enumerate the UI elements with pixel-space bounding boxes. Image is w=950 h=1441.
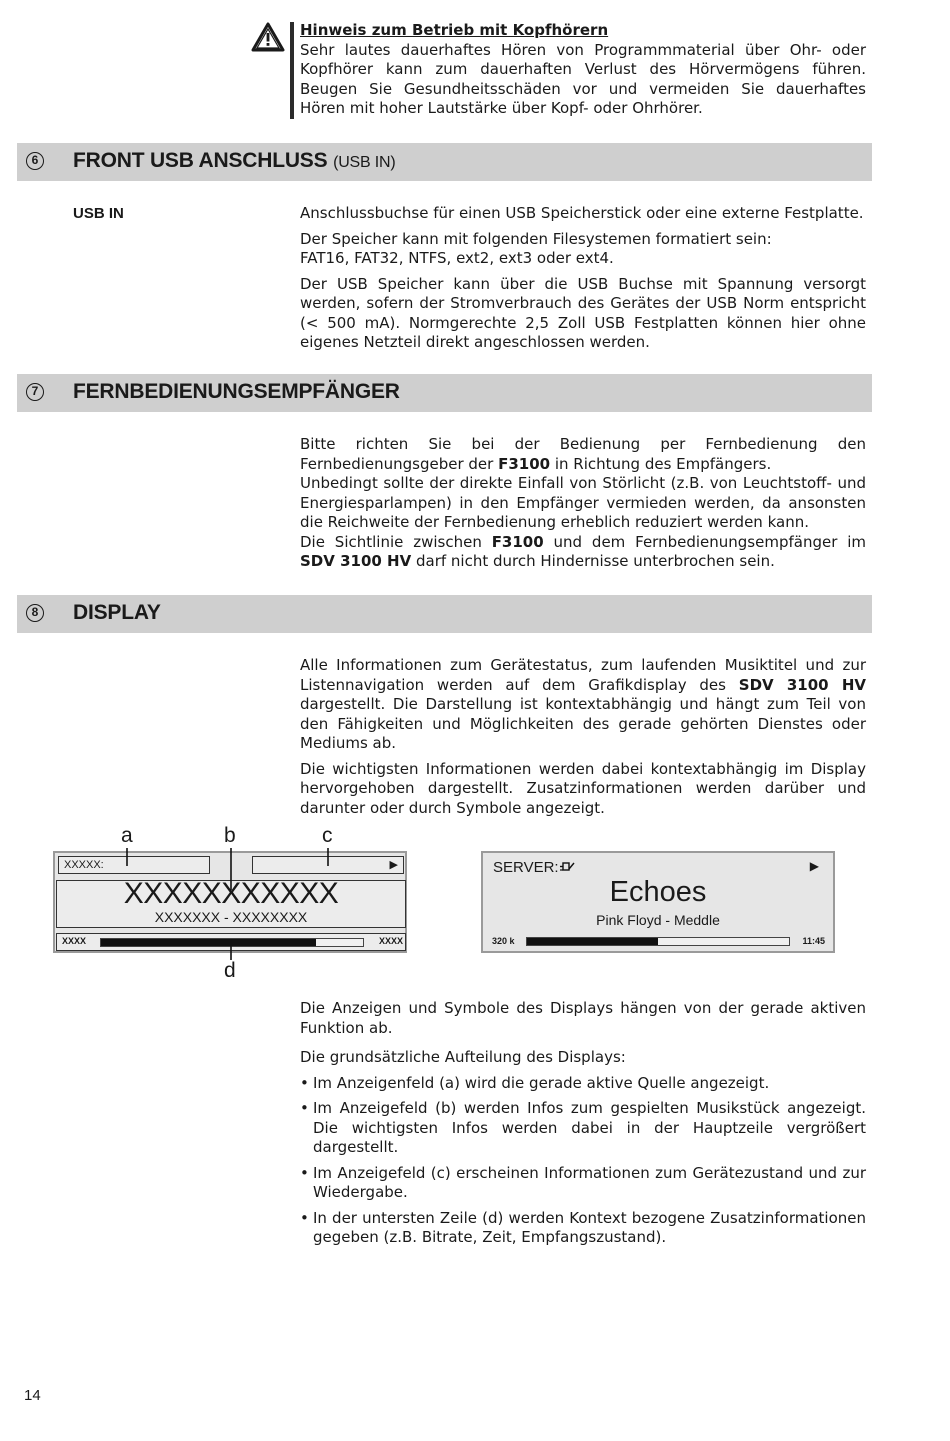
warning-body: Sehr lautes dauerhaftes Hören von Programmmaterial über Ohr- oder Kopfhörer kann zum dauerhaften Verlust des Hörvermögens führen. Beugen Sie Gesundheitsschäden vor und vermeiden Sie dauerhaftes Hören mit hoher Lautstärke über Kopf- oder Ohrhörer. xyxy=(300,40,866,117)
sub-line: XXXXXXX - XXXXXXXX xyxy=(154,909,308,925)
section-title: FERNBEDIENUNGSEMPFÄNGER xyxy=(73,380,400,403)
main-line: XXXXXXXXXXX xyxy=(123,877,339,910)
play-icon: ▶ xyxy=(809,859,819,873)
warning-heading: Hinweis zum Betrieb mit Kopfhörern xyxy=(300,21,609,39)
section-subtitle: (USB IN) xyxy=(333,154,396,171)
remote-p2: Unbedingt sollte der direkte Einfall von Störlicht (z.B. von Leuchtstoff- und Energiesparlampen) in den Empfänger vermieden werden, da ansonsten die Reichweite der Fernbedienung erheblich reduziert werden kann. xyxy=(300,474,866,531)
example-lcd xyxy=(481,851,835,953)
bitrate: 320 k xyxy=(492,936,515,946)
usb-p3: Der USB Speicher kann über die USB Buchse mit Spannung versorgt werden, sofern der Stromverbrauch des Gerätes der USB Norm entspricht (< 500 mA). Normgerechte 2,5 Zoll USB Festplatten können hier ohne eigenes Netzteil direkt angeschlossen werden. xyxy=(300,274,866,351)
section-number: 6 xyxy=(26,152,44,170)
usb-p2-line2: FAT16, FAT32, NTFS, ext2, ext3 oder ext4. xyxy=(300,249,614,267)
section-number: 7 xyxy=(26,383,44,401)
model-name: SDV 3100 HV xyxy=(300,552,412,570)
text-run: in Richtung des Empfängers. xyxy=(550,454,772,473)
page-number: 14 xyxy=(24,1387,41,1404)
list-item: • Im Anzeigefeld (c) erscheinen Informationen zum Gerätezustand und zur Wiedergabe. xyxy=(300,1164,866,1203)
section-title: DISPLAY xyxy=(73,601,161,624)
model-name: F3100 xyxy=(491,532,544,551)
display-fields-list xyxy=(300,1074,866,1248)
list-item: • In der untersten Zeile (d) werden Kontext bezogene Zusatzinformationen gegeben (z.B. Bitrate, Zeit, Empfangszustand). xyxy=(300,1209,866,1248)
source-text: XXXXX: xyxy=(64,859,104,871)
text-run: darf nicht durch Hindernisse unterbrochen sein. xyxy=(411,552,775,570)
display-p4: Die grundsätzliche Aufteilung des Displays: xyxy=(300,1048,626,1066)
callout-c: c xyxy=(322,824,333,847)
text-run: Alle Informationen zum Gerätestatus, zum laufenden Musiktitel und zur Listennavigation werden auf dem Grafikdisplay des xyxy=(300,656,866,694)
callout-b: b xyxy=(224,824,236,847)
list-item: • Im Anzeigefeld (b) werden Infos zum gespielten Musikstück angezeigt. Die wichtigsten Infos werden dabei in der Hauptzeile vergrößert dargestellt. xyxy=(300,1099,866,1158)
usb-in-label: USB IN xyxy=(73,205,124,222)
text-run: dargestellt. Die Darstellung ist kontextabhängig und hängt zum Teil von den Fähigkeiten und Möglichkeiten des gerade gehörten Dienstes oder Mediums ab. xyxy=(300,695,866,752)
play-icon: ▶ xyxy=(389,859,398,871)
right-info: XXXX xyxy=(378,936,403,946)
callout-d: d xyxy=(224,959,236,982)
display-p3: Die Anzeigen und Symbole des Displays hängen von der gerade aktiven Funktion ab. xyxy=(300,999,866,1037)
list-item: • Im Anzeigenfeld (a) wird die gerade aktive Quelle angezeigt. xyxy=(300,1074,866,1094)
track-title: Echoes xyxy=(609,876,707,908)
elapsed-time: 11:45 xyxy=(802,936,825,946)
text-run: und dem Fernbedienungsempfänger im xyxy=(543,532,866,551)
usb-p1: Anschlussbuchse für einen USB Speicherstick oder eine externe Festplatte. xyxy=(300,204,864,222)
text-run: Bitte richten Sie bei der Bedienung per Fernbedienung den Fernbedienungsgeber der xyxy=(300,435,866,473)
text-run: Die Sichtlinie zwischen xyxy=(300,532,492,551)
model-name: SDV 3100 HV xyxy=(738,675,867,694)
progress-track xyxy=(526,937,790,946)
source-text: SERVER: xyxy=(493,859,559,876)
section-title-text: FRONT USB ANSCHLUSS xyxy=(73,149,328,172)
display-layout-text xyxy=(300,999,866,1254)
track-subtitle: Pink Floyd - Meddle xyxy=(596,912,720,928)
model-name: F3100 xyxy=(498,454,551,473)
progress-fill xyxy=(527,938,658,945)
left-info: XXXX xyxy=(62,936,87,946)
usb-p2-line1: Der Speicher kann mit folgenden Filesystemen formatiert sein: xyxy=(300,229,772,248)
section-number: 8 xyxy=(26,604,44,622)
display-p2: Die wichtigsten Informationen werden dabei kontextabhängig im Display hervorgehoben dargestellt. Zusatzinformationen werden darüber und darunter oder durch Symbole angezeigt. xyxy=(300,759,866,817)
callout-a: a xyxy=(121,824,133,847)
